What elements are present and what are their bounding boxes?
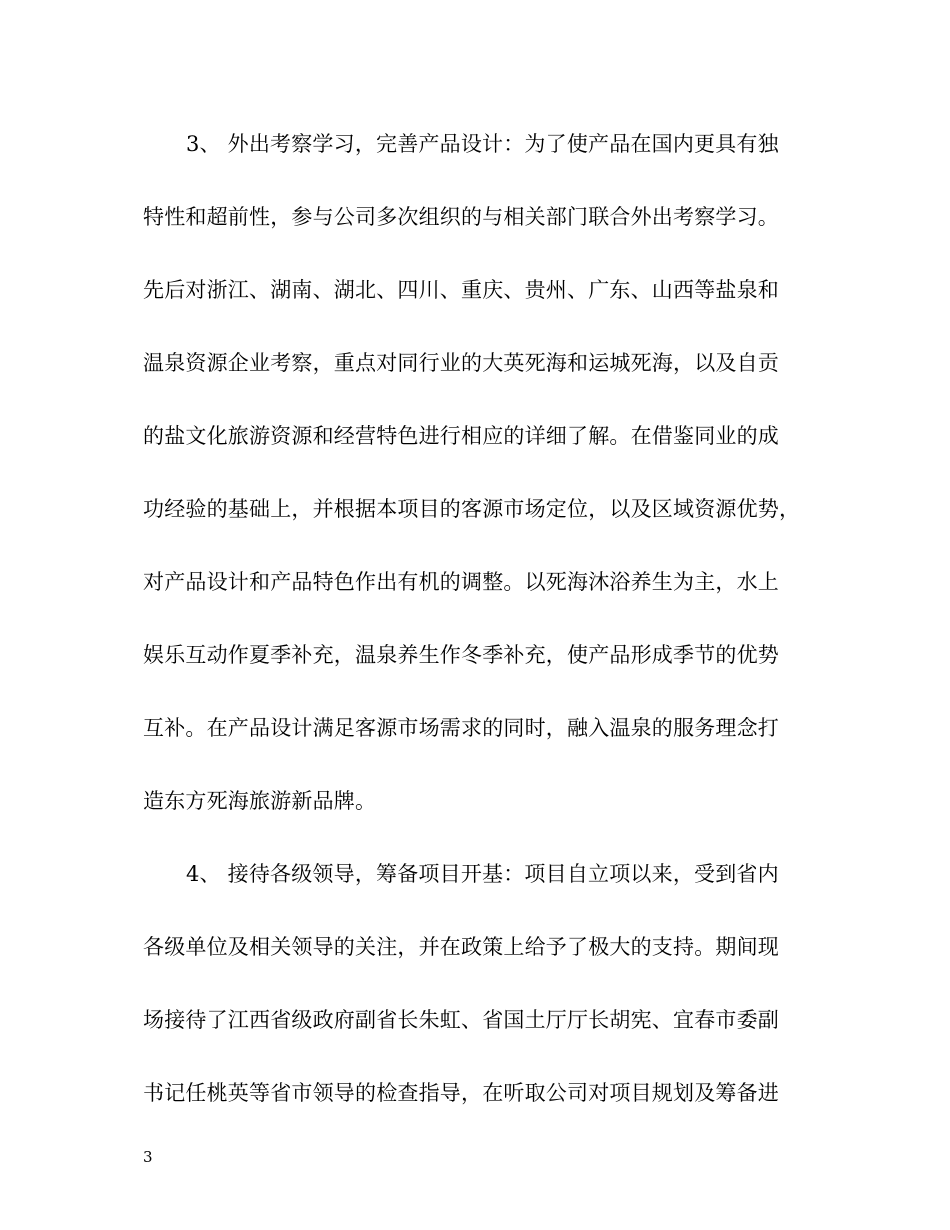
paragraph-3-line-4: 温泉资源企业考察，重点对同行业的大英死海和运城死海，以及自贡 — [143, 351, 779, 375]
paragraph-4-line-1: 4、 接待各级领导，筹备项目开基：项目自立项以来，受到省内 — [186, 862, 779, 886]
paragraph-4-line-3: 场接待了江西省级政府副省长朱虹、省国土厅厅长胡宪、宜春市委副 — [143, 1008, 779, 1032]
paragraph-4-line-2: 各级单位及相关领导的关注，并在政策上给予了极大的支持。期间现 — [143, 935, 779, 959]
paragraph-3-line-2: 特性和超前性，参与公司多次组织的与相关部门联合外出考察学习。 — [143, 205, 779, 229]
paragraph-3-line-5: 的盐文化旅游资源和经营特色进行相应的详细了解。在借鉴同业的成 — [143, 424, 779, 448]
paragraph-4-line-4: 书记任桃英等省市领导的检查指导，在听取公司对项目规划及筹备进 — [143, 1081, 779, 1105]
page-number: 3 — [143, 1148, 153, 1166]
paragraph-3-line-6: 功经验的基础上，并根据本项目的客源市场定位，以及区域资源优势， — [143, 497, 801, 521]
paragraph-3-line-1: 3、 外出考察学习，完善产品设计：为了使产品在国内更具有独 — [186, 132, 779, 156]
paragraph-3-line-3: 先后对浙江、湖南、湖北、四川、重庆、贵州、广东、山西等盐泉和 — [143, 278, 779, 302]
paragraph-3-line-7: 对产品设计和产品特色作出有机的调整。以死海沐浴养生为主，水上 — [143, 570, 779, 594]
paragraph-3-line-10: 造东方死海旅游新品牌。 — [143, 789, 377, 813]
paragraph-3-line-8: 娱乐互动作夏季补充，温泉养生作冬季补充，使产品形成季节的优势 — [143, 643, 779, 667]
paragraph-3-line-9: 互补。在产品设计满足客源市场需求的同时，融入温泉的服务理念打 — [143, 716, 779, 740]
